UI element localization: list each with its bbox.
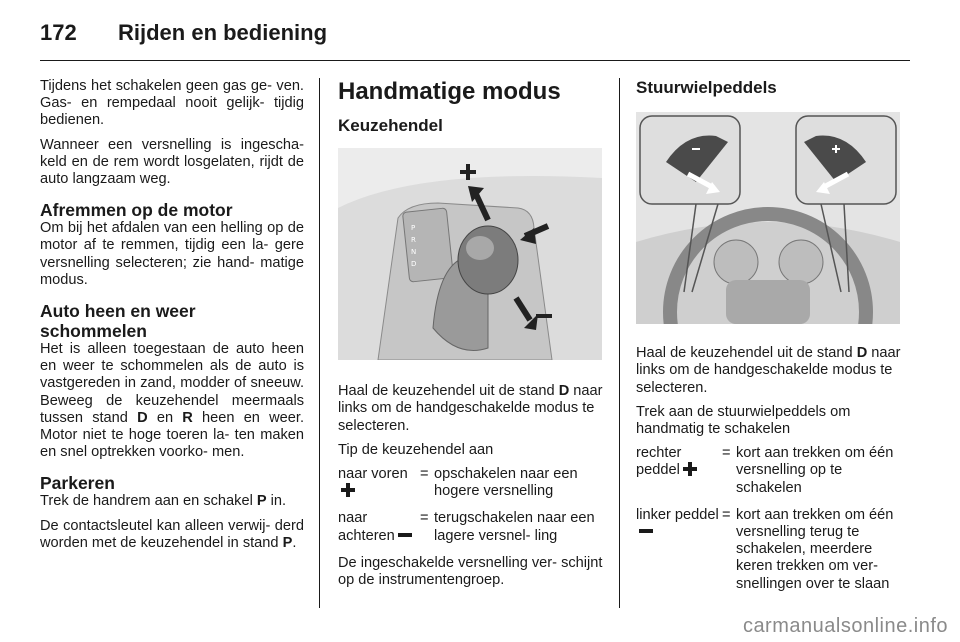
equals-sign: =: [722, 506, 731, 523]
lever-forward-row: [338, 466, 604, 500]
term-forward: naar voren: [338, 466, 408, 483]
minus-icon: [639, 524, 653, 538]
page-header: [40, 20, 327, 46]
svg-text:D: D: [411, 260, 417, 268]
chapter-title: Rijden en bediening: [118, 20, 328, 45]
term-left-paddle: linker peddel: [636, 506, 719, 523]
column-divider-2: [619, 78, 620, 608]
left-paddle-row: [636, 507, 902, 593]
heading-parking: Parkeren: [40, 473, 115, 494]
paragraph-rocking: Het is alleen toegestaan de auto heen en weer te schommelen als de auto is vastgereden in zand, modder of sneeuw. Beweeg de keuzehendel meermaals tussen stand D en R heen en weer. Motor niet te hoge toeren la- ten maken en snel optrekken voorko- men.: [40, 341, 304, 461]
paragraph-parking-2: De contactsleutel kan alleen verwij- derd worden met de keuzehendel in stand P.: [40, 517, 304, 551]
watermark: carmanualsonline.info: [742, 615, 948, 637]
term-right-paddle: rechter peddel: [636, 445, 682, 479]
svg-text:R: R: [411, 236, 416, 244]
paragraph-shifting: Tijdens het schakelen geen gas ge- ven. Gas- en rempedaal nooit gelijk- tijdig bedienen.: [40, 78, 304, 129]
definition-downshift: terugschakelen naar een lagere versnel- ling: [434, 510, 595, 544]
column-left: [40, 78, 304, 559]
heading-selector-lever: Keuzehendel: [338, 116, 443, 135]
selector-lever-illustration: [338, 148, 602, 360]
paragraph-select-manual-2: Haal de keuzehendel uit de stand D naar links om de handgeschakelde modus te selecteren.: [636, 345, 901, 396]
paragraph-pull-paddles: Trek aan de stuurwielpeddels om handmatig te schakelen: [636, 403, 851, 438]
header-rule: [40, 60, 910, 61]
plus-icon: [683, 462, 697, 476]
svg-text:N: N: [411, 248, 417, 256]
heading-paddles: Stuurwielpeddels: [636, 78, 777, 97]
heading-engine-braking: Afremmen op de motor: [40, 200, 233, 221]
column-middle: [338, 78, 604, 596]
paragraph-select-manual: Haal de keuzehendel uit de stand D naar links om de handgeschakelde modus te selecteren.: [338, 383, 603, 434]
paragraph-release-brake: Wanneer een versnelling is ingescha- keld en de rem wordt losgelaten, rijdt de auto langzaam weg.: [40, 136, 304, 188]
paragraph-gear-display: De ingeschakelde versnelling ver- schijnt op de instrumentengroep.: [338, 554, 603, 589]
equals-sign: =: [420, 466, 429, 483]
paragraph-engine-braking: Om bij het afdalen van een helling op de motor af te remmen, tijdig een la- gere versnelling selecteren; zie hand- matige modus.: [40, 220, 304, 288]
minus-icon: [398, 528, 412, 542]
svg-text:P: P: [411, 224, 416, 232]
plus-icon: [341, 483, 355, 497]
page-number: 172: [40, 20, 77, 45]
definition-right-paddle: kort aan trekken om één versnelling op te schakelen: [736, 445, 894, 496]
steering-paddles-illustration: [636, 112, 900, 324]
equals-sign: =: [420, 510, 429, 527]
column-divider-1: [319, 78, 320, 608]
lever-back-row: [338, 510, 604, 544]
heading-rocking: Auto heen en weer schommelen: [40, 301, 196, 342]
definition-left-paddle: kort aan trekken om één versnelling terug te schakelen, meerdere keren trekken om ver- snellingen over te slaan: [736, 506, 894, 592]
paragraph-tip-lever: Tip de keuzehendel aan: [338, 441, 494, 458]
paragraph-parking-1: Trek de handrem aan en schakel P in.: [40, 493, 287, 510]
heading-manual-mode: Handmatige modus: [338, 78, 561, 105]
right-paddle-row: [636, 445, 902, 497]
equals-sign: =: [722, 445, 731, 462]
definition-upshift: opschakelen naar een hogere versnelling: [434, 466, 578, 500]
column-right: [636, 78, 902, 603]
term-back: naar achteren: [338, 510, 395, 544]
